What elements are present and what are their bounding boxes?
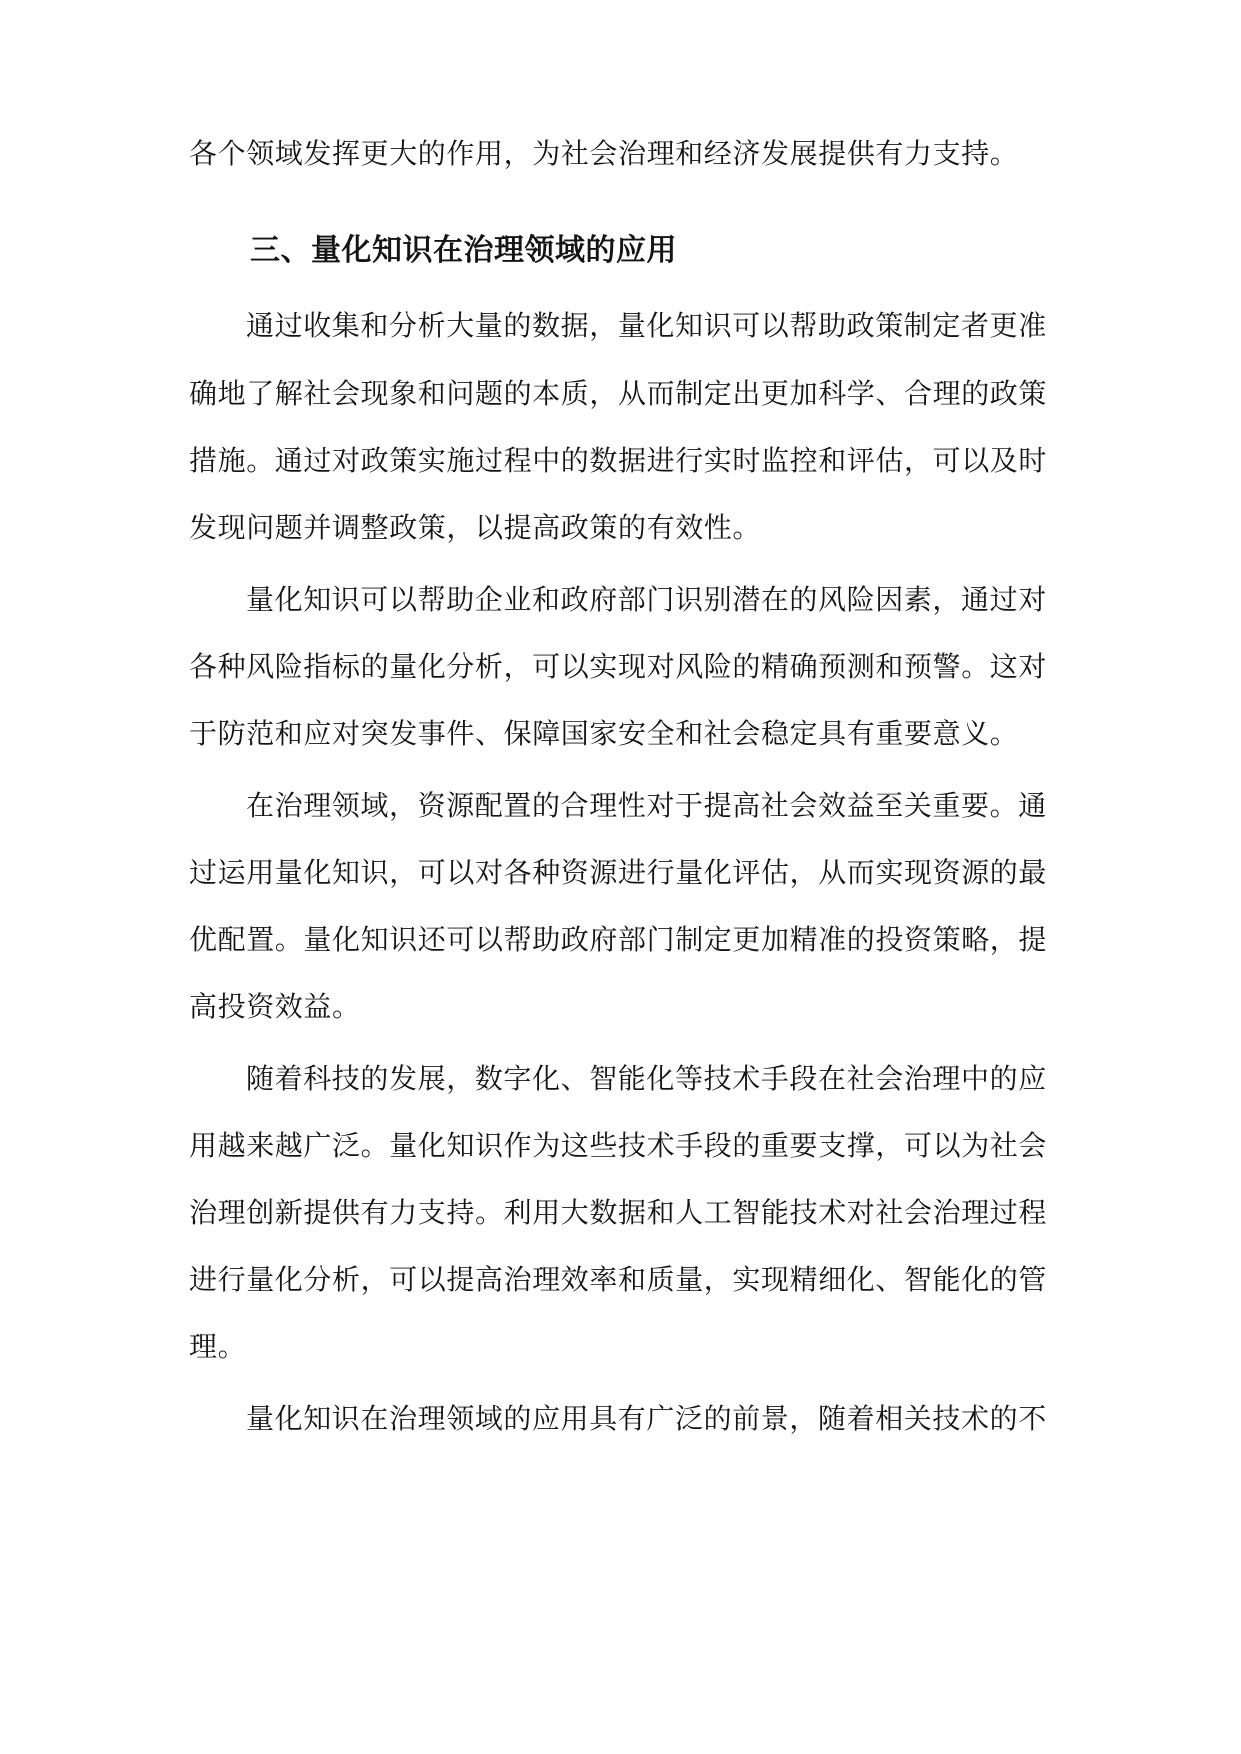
paragraph-line: 于防范和应对突发事件、保障国家安全和社会稳定具有重要意义。	[189, 717, 1019, 750]
paragraph-line: 随着科技的发展，数字化、智能化等技术手段在社会治理中的应	[246, 1062, 1047, 1095]
paragraph-line: 过运用量化知识，可以对各种资源进行量化评估，从而实现资源的最	[189, 856, 1048, 889]
paragraph-line: 进行量化分析，可以提高治理效率和质量，实现精细化、智能化的管	[189, 1263, 1048, 1296]
paragraph-line: 用越来越广泛。量化知识作为这些技术手段的重要支撑，可以为社会	[189, 1129, 1048, 1162]
paragraph-line: 通过收集和分析大量的数据，量化知识可以帮助政策制定者更准	[246, 309, 1047, 342]
paragraph-line: 优配置。量化知识还可以帮助政府部门制定更加精准的投资策略，提	[189, 923, 1048, 956]
paragraph-line: 理。	[189, 1330, 247, 1363]
paragraph-line: 措施。通过对政策实施过程中的数据进行实时监控和评估，可以及时	[189, 444, 1048, 477]
paragraph-line: 治理创新提供有力支持。利用大数据和人工智能技术对社会治理过程	[189, 1196, 1048, 1229]
paragraph-line: 发现问题并调整政策，以提高政策的有效性。	[189, 511, 762, 544]
paragraph-line: 量化知识可以帮助企业和政府部门识别潜在的风险因素，通过对	[246, 583, 1047, 616]
section-heading: 三、量化知识在治理领域的应用	[250, 233, 677, 268]
paragraph-line: 确地了解社会现象和问题的本质，从而制定出更加科学、合理的政策	[189, 377, 1048, 410]
paragraph-line: 高投资效益。	[189, 990, 361, 1023]
paragraph-line: 各个领域发挥更大的作用，为社会治理和经济发展提供有力支持。	[189, 137, 1019, 170]
paragraph-line: 量化知识在治理领域的应用具有广泛的前景，随着相关技术的不	[246, 1402, 1047, 1435]
paragraph-line: 各种风险指标的量化分析，可以实现对风险的精确预测和预警。这对	[189, 650, 1048, 683]
paragraph-line: 在治理领域，资源配置的合理性对于提高社会效益至关重要。通	[246, 789, 1047, 822]
